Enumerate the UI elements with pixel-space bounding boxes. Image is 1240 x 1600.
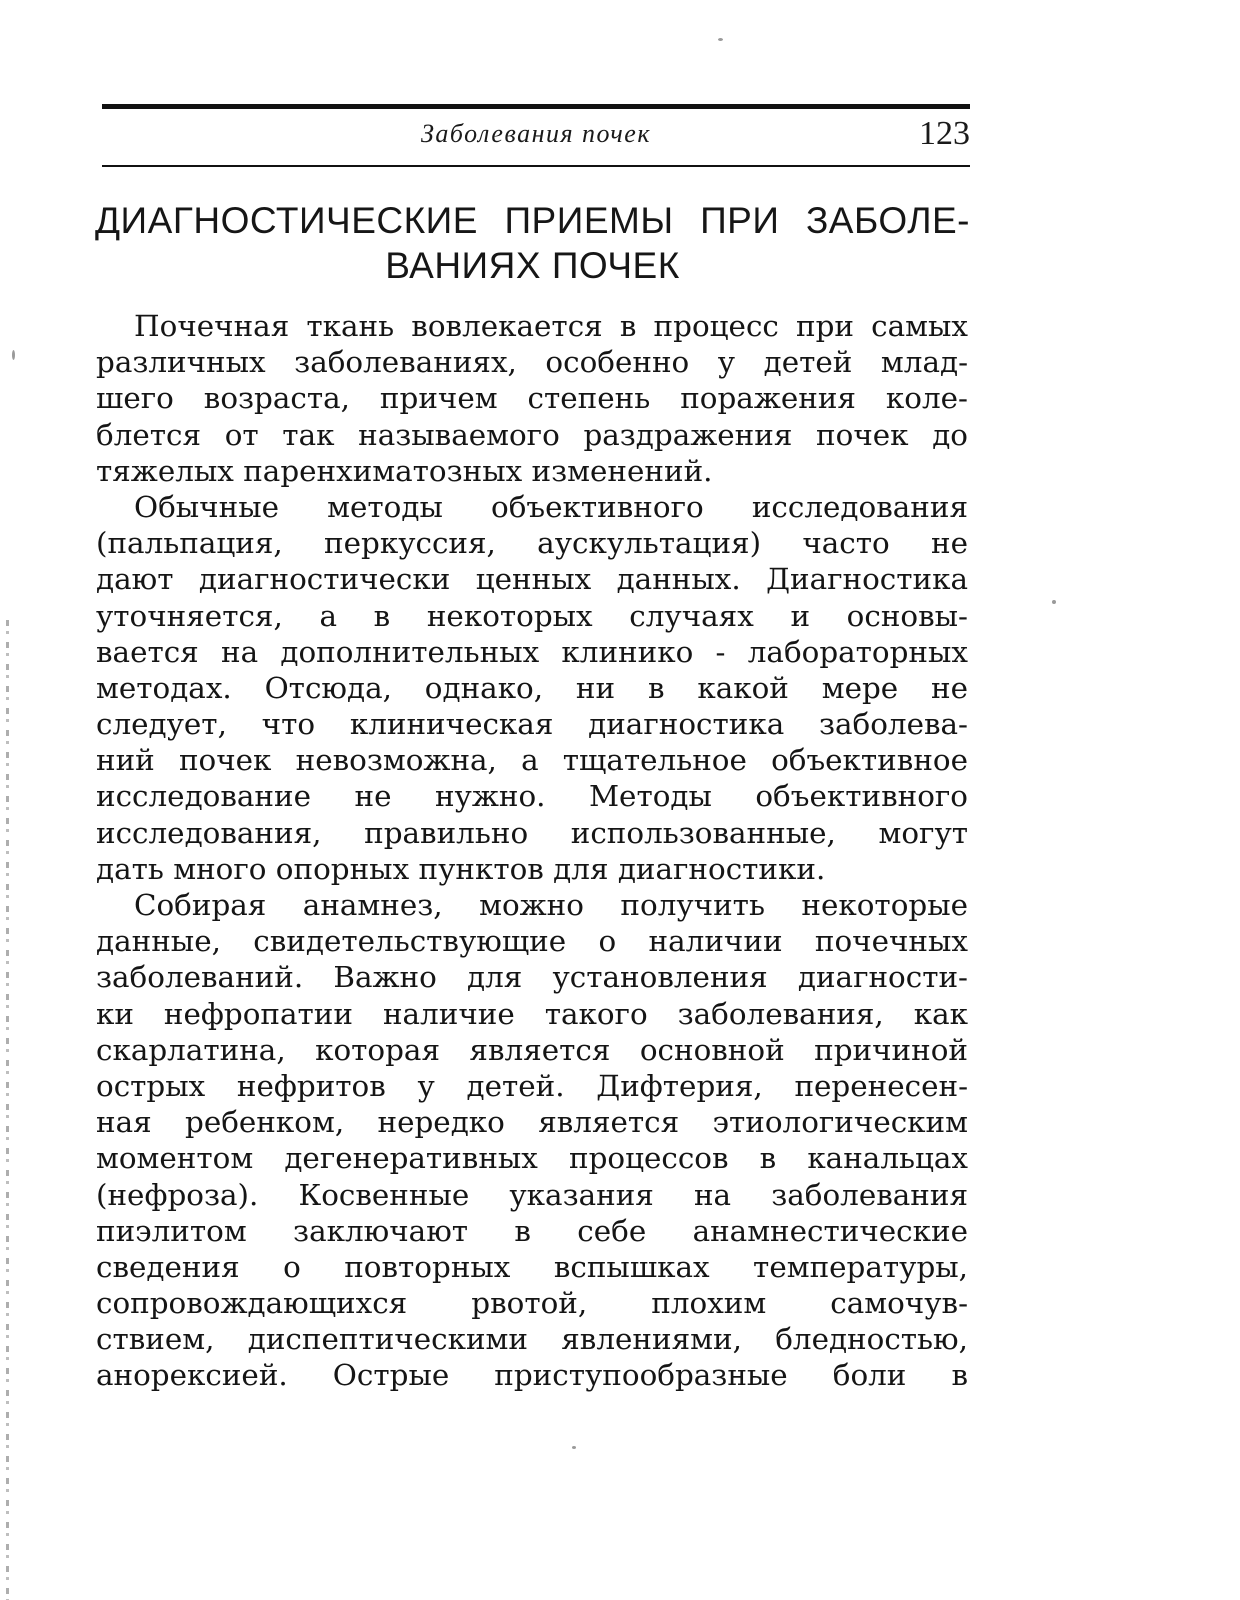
- paragraph: [96, 308, 968, 489]
- text-line: моментом дегенеративных процессов в канальцах: [96, 1141, 968, 1176]
- text-line: уточняется, а в некоторых случаях и основы-: [96, 598, 968, 633]
- text-line: острых нефритов у детей. Дифтерия, перенесен-: [96, 1068, 968, 1103]
- text-line: Обычные методы объективного исследования: [134, 489, 968, 524]
- text-line: Почечная ткань вовлекается в процесс при самых: [134, 309, 968, 343]
- text-line: ная ребенком, нередко является этиологическим: [96, 1105, 968, 1140]
- chapter-heading: [95, 198, 970, 288]
- text-line: скарлатина, которая является основной причиной: [96, 1032, 968, 1067]
- text-line: сведения о повторных вспышках температуры,: [96, 1249, 968, 1284]
- page-number: 123: [919, 115, 970, 152]
- text-line: дать много опорных пунктов для диагностики.: [96, 851, 826, 886]
- text-line: различных заболеваниях, особенно у детей млад-: [96, 345, 968, 380]
- text-line: шего возраста, причем степень поражения коле-: [96, 381, 968, 416]
- text-line: дают диагностически ценных данных. Диагностика: [96, 562, 968, 597]
- text-line: Собирая анамнез, можно получить некоторые: [134, 888, 968, 922]
- text-line: анорексией. Острые приступообразные боли в: [96, 1358, 968, 1393]
- text-line: (нефроза). Косвенные указания на заболевания: [96, 1177, 968, 1212]
- paragraph: [96, 489, 968, 887]
- text-line: сопровождающихся рвотой, плохим самочув-: [96, 1286, 968, 1321]
- text-line: заболеваний. Важно для установления диагности-: [96, 960, 968, 995]
- text-line: блется от так называемого раздражения почек до: [96, 417, 968, 452]
- scan-speck: [572, 1446, 576, 1449]
- text-line: ки нефропатии наличие такого заболевания, как: [96, 996, 968, 1031]
- text-line: ний почек невозможна, а тщательное объективное: [96, 743, 968, 778]
- scan-speck: [718, 38, 723, 41]
- scan-speck: [1052, 600, 1056, 604]
- text-line: ствием, диспептическими явлениями, бледностью,: [96, 1322, 968, 1357]
- text-line: (пальпация, перкуссия, аускультация) часто не: [96, 526, 968, 561]
- chapter-heading-line: ВАНИЯХ ПОЧЕК: [385, 245, 680, 286]
- chapter-heading-line: ДИАГНОСТИЧЕСКИЕ ПРИЕМЫ ПРИ ЗАБОЛЕ-: [95, 200, 970, 241]
- text-line: данные, свидетельствующие о наличии почечных: [96, 924, 968, 959]
- body-text: [96, 308, 968, 1394]
- text-line: исследования, правильно использованные, могут: [96, 815, 968, 850]
- running-header: [102, 104, 970, 167]
- scan-edge-artifact: [6, 620, 9, 1600]
- text-line: следует, что клиническая диагностика заболева-: [96, 707, 968, 742]
- text-line: методах. Отсюда, однако, ни в какой мере не: [96, 670, 968, 705]
- text-line: исследование не нужно. Методы объективного: [96, 779, 968, 814]
- text-line: вается на дополнительных клинико - лабораторных: [96, 634, 968, 669]
- running-header-title: Заболевания почек: [420, 119, 651, 148]
- paragraph: [96, 887, 968, 1394]
- text-line: пиэлитом заключают в себе анамнестические: [96, 1213, 968, 1248]
- text-line: тяжелых паренхиматозных изменений.: [96, 453, 713, 488]
- scan-speck: [12, 350, 15, 360]
